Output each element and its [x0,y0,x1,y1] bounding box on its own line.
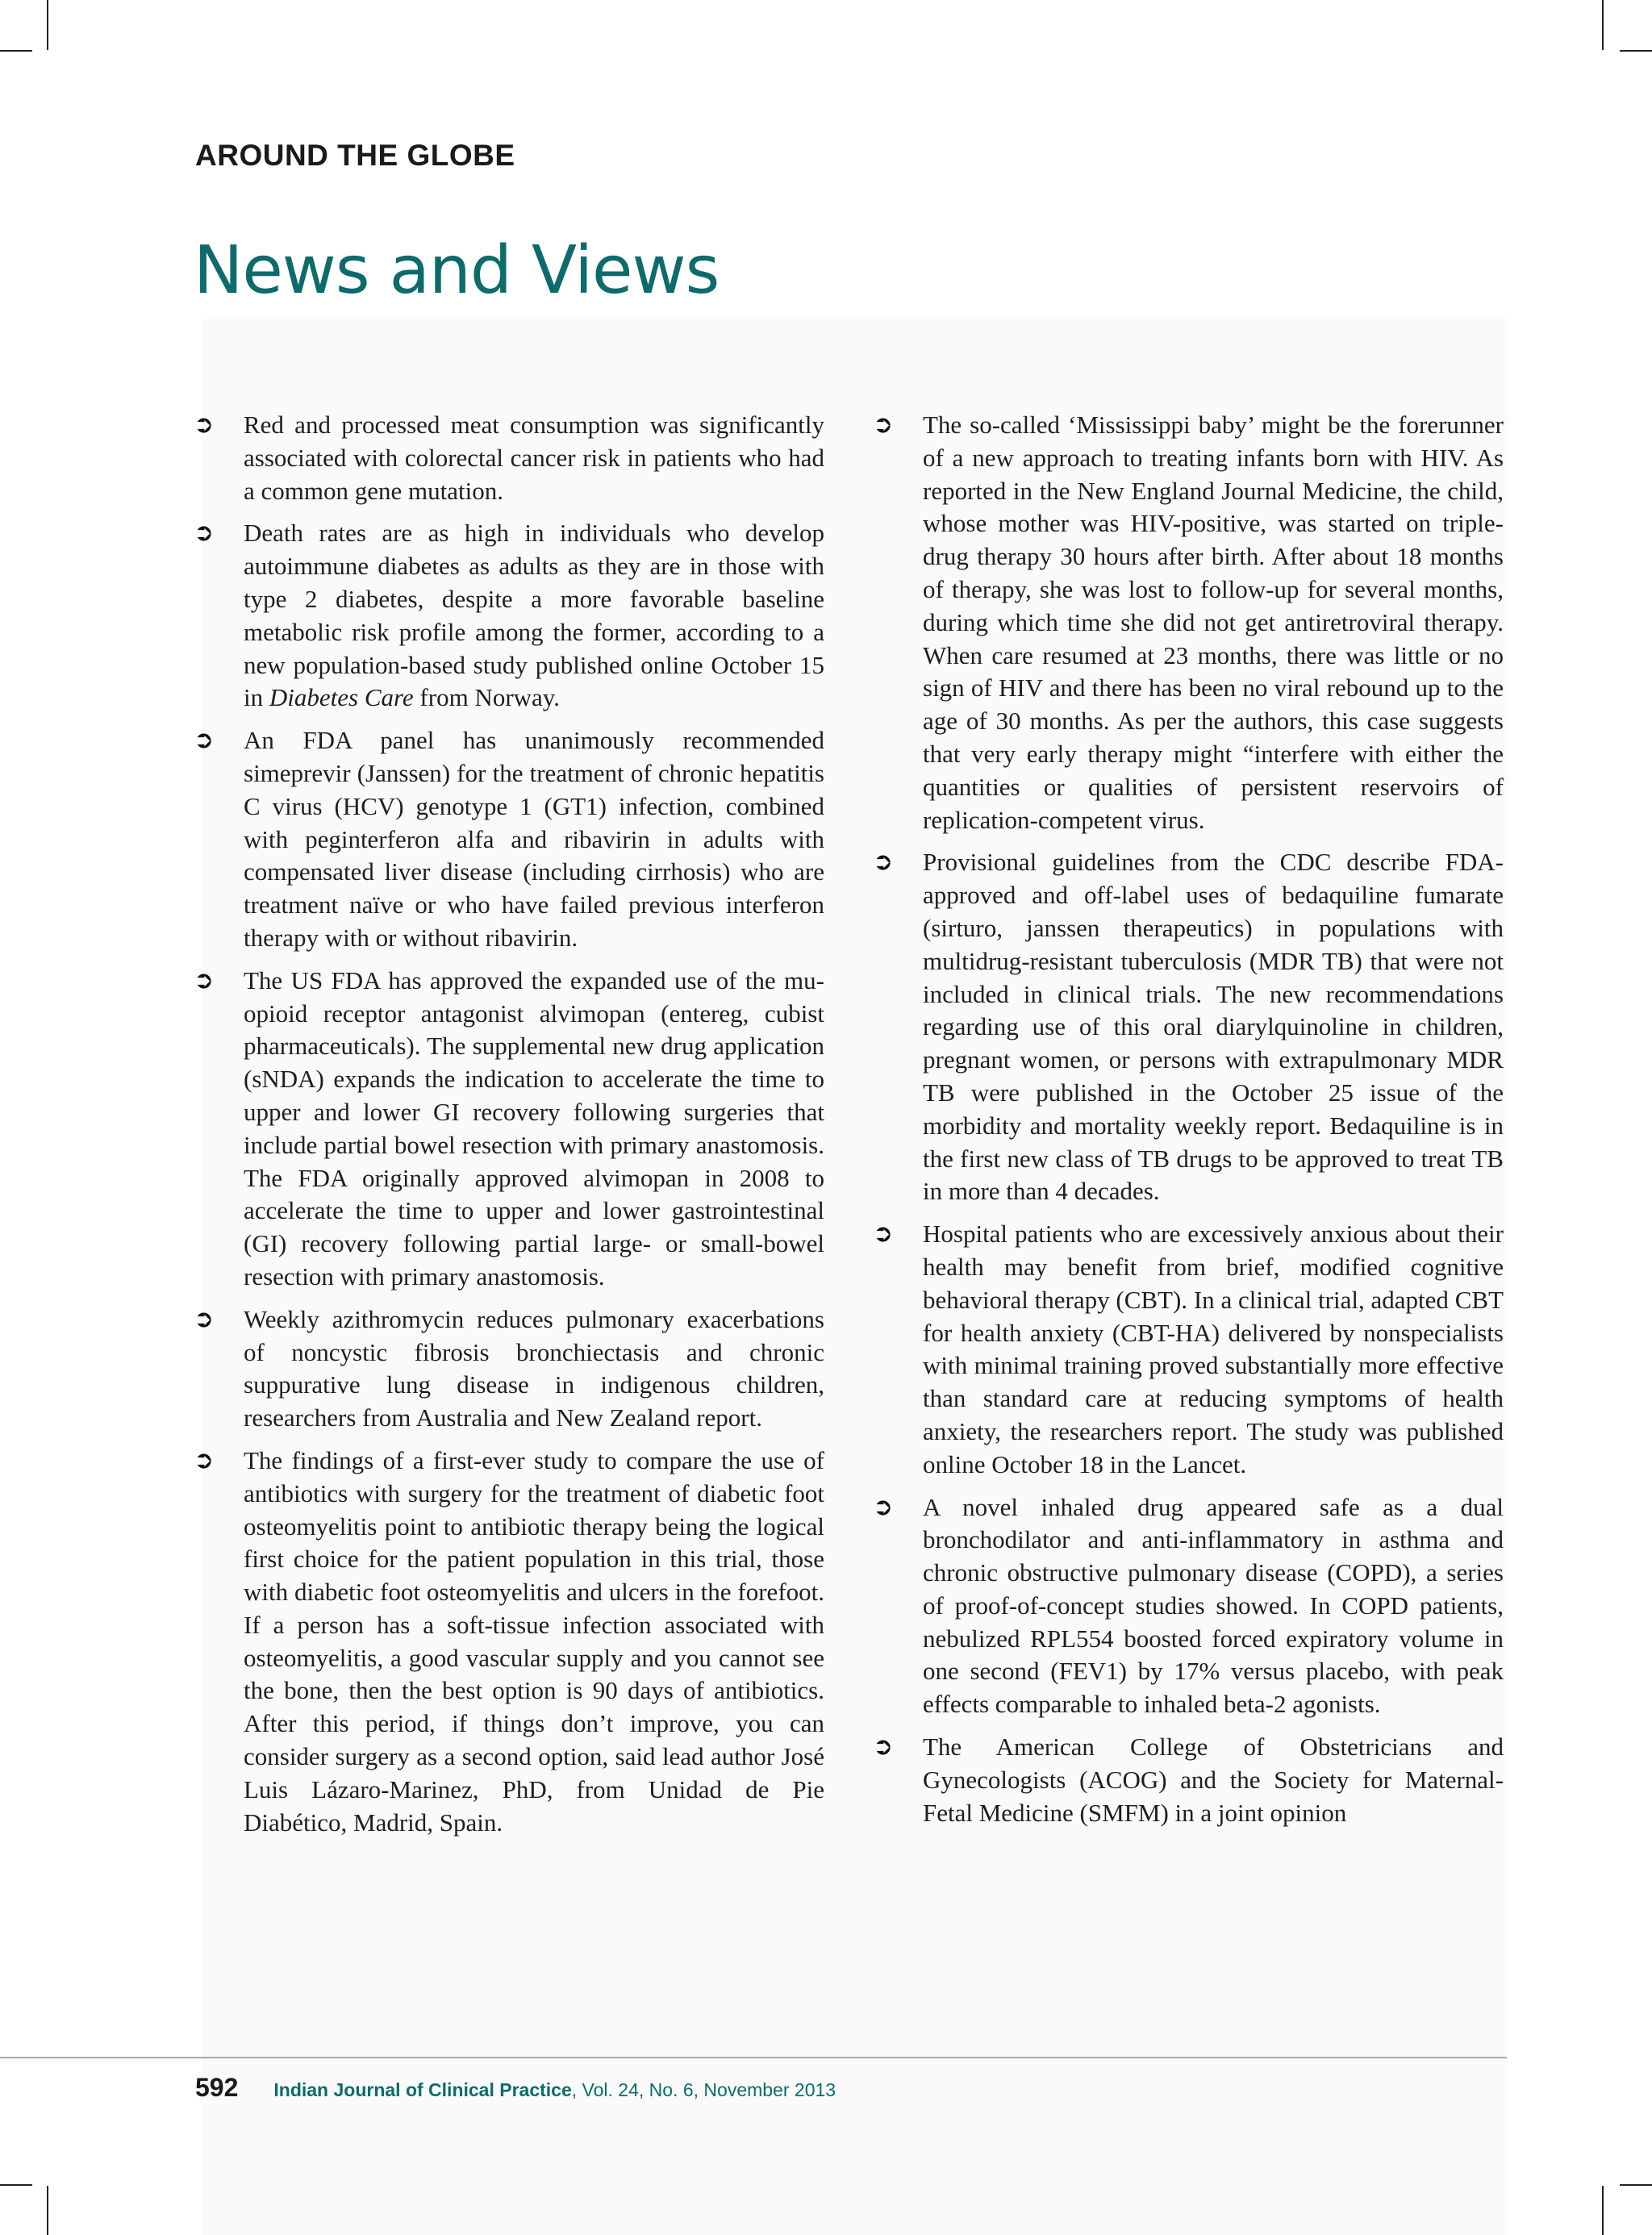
issue-info: , Vol. 24, No. 6, November 2013 [571,2079,836,2100]
crop-mark [1620,50,1652,52]
page-number: 592 [195,2073,239,2102]
right-arrow-circle-icon: ➲ [873,1492,894,1521]
right-arrow-circle-icon: ➲ [194,1304,215,1333]
page-footer [195,2073,836,2103]
right-arrow-circle-icon: ➲ [194,519,215,548]
news-text: Weekly azithromycin reduces pulmonary exacerbations of noncystic fibrosis bronchiectasis and chronic suppurative lung disease in indigenous children, researchers from Australia and New Zealand report. [244,1304,824,1432]
news-item [873,846,1504,1208]
news-text: A novel inhaled drug appeared safe as a dual bronchodilator and anti-inflammatory in asthma and chronic obstructive pulmonary disease (COPD), a series of proof-of-concept studies showed. In COPD patients, nebulized RPL554 boosted forced expiratory volume in one second (FEV1) by 17% versus placebo, with peak effects comparable to inhaled beta-2 agonists. [923,1492,1504,1719]
news-item [873,1218,1504,1481]
news-text: Hospital patients who are excessively anxious about their health may benefit from brief, modified cognitive behavioral therapy (CBT). In a clinical trial, adapted CBT for health anxiety (CBT-HA) delivered by nonspecialists with minimal training proved substantially more effective than standard care at reducing symptoms of health anxiety, the researchers report. The study was published online October 18 in the Lancet. [923,1220,1504,1478]
crop-mark [47,2186,48,2235]
news-text: The findings of a first-ever study to compare the use of antibiotics with surgery for the treatment of diabetic foot osteomyelitis point to antibiotic therapy being the logical first choice for the patient population in this trial, those with diabetic foot osteomyelitis and ulcers in the forefoot. If a person has a soft-tissue infection associated with osteomyelitis, a good vascular supply and you cannot see the bone, then the best option is 90 days of antibiotics. After this period, if things don’t improve, you can consider surgery as a second option, said lead author José Luis Lázaro-Marinez, PhD, from Unidad de Pie Diabético, Madrid, Spain. [244,1445,824,1837]
news-item [194,1303,824,1435]
news-text: Death rates are as high in individuals who develop autoimmune diabetes as adults as they are in those with type 2 diabetes, despite a more favorable baseline metabolic risk profile among the former, according to a new population-based study published online October 15 in Diabetes Care from Norway. [244,519,824,712]
news-text: The American College of Obstetricians and Gynecologists (ACOG) and the Society for Maternal-Fetal Medicine (SMFM) in a joint opinion [923,1733,1504,1827]
news-text: The so-called ‘Mississippi baby’ might be the forerunner of a new approach to treating infants born with HIV. As reported in the New England Journal Medicine, the child, whose mother was HIV-positive, was started on triple-drug therapy 30 hours after birth. After about 18 months of therapy, she was lost to follow-up for several months, during which time she did not get antiretroviral therapy. When care resumed at 23 months, there was little or no sign of HIV and there has been no viral rebound up to the age of 30 months. As per the authors, this case suggests that very early therapy might “interfere with either the quantities or qualities of persistent reservoirs of replication-competent virus. [923,411,1504,834]
right-arrow-circle-icon: ➲ [873,1733,894,1762]
crop-mark [1602,2186,1604,2235]
news-text: The US FDA has approved the expanded use of the mu-opioid receptor antagonist alvimopan (entereg, cubist pharmaceuticals). The supplemental new drug application (sNDA) expands the indication to accelerate the time to upper and lower GI recovery following surgeries that include partial bowel resection with primary anastomosis. The FDA originally approved alvimopan in 2008 to accelerate the time to upper and lower gastrointestinal (GI) recovery following partial large- or small-bowel resection with primary anastomosis. [244,965,824,1291]
journal-title: Indian Journal of Clinical Practice [273,2079,572,2100]
crop-mark [1602,0,1604,50]
news-item [873,1491,1504,1722]
news-text: Red and processed meat consumption was significantly associated with colorectal cancer risk in patients who had a common gene mutation. [244,411,824,505]
footer-rule [0,2057,1507,2058]
news-text: An FDA panel has unanimously recommended simeprevir (Janssen) for the treatment of chronic hepatitis C virus (HCV) genotype 1 (GT1) infection, combined with peginterferon alfa and ribavirin in adults with compensated liver disease (including cirrhosis) who are treatment naïve or who have failed previous interferon therapy with or without ribavirin. [244,726,824,952]
right-arrow-circle-icon: ➲ [873,848,894,877]
right-arrow-circle-icon: ➲ [873,1220,894,1249]
right-arrow-circle-icon: ➲ [194,965,215,994]
news-item [194,409,824,507]
crop-mark [0,50,32,52]
crop-mark [1620,2184,1652,2186]
left-column [194,409,824,1849]
right-arrow-circle-icon: ➲ [873,411,894,439]
right-arrow-circle-icon: ➲ [194,726,215,755]
news-item [873,1731,1504,1829]
news-item [194,517,824,715]
news-item [194,965,824,1294]
right-column [873,409,1504,1839]
crop-mark [47,0,48,50]
section-label: AROUND THE GLOBE [195,139,515,172]
news-item [194,1445,824,1840]
crop-mark [0,2184,32,2186]
news-item [194,724,824,955]
news-item [873,409,1504,836]
page-title: News and Views [194,232,720,309]
news-text: Provisional guidelines from the CDC describe FDA-approved and off-label uses of bedaquiline fumarate (sirturo, janssen therapeutics) in populations with multidrug-resistant tuberculosis (MDR TB) that were not included in clinical trials. The new recommendations regarding use of this oral diarylquinoline in children, pregnant women, or persons with extrapulmonary MDR TB were published in the October 25 issue of the morbidity and mortality weekly report. Bedaquiline is in the first new class of TB drugs to be approved to treat TB in more than 4 decades. [923,848,1504,1206]
journal-name: Diabetes Care [269,683,414,712]
right-arrow-circle-icon: ➲ [194,411,215,439]
right-arrow-circle-icon: ➲ [194,1445,215,1474]
